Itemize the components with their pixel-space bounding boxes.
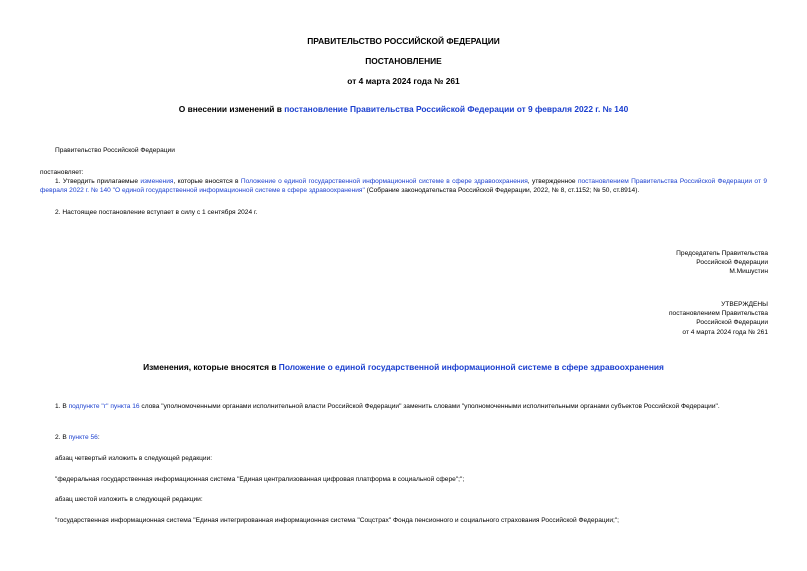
item-1-text-a: 1. Утвердить прилагаемые — [55, 178, 141, 185]
approval-block — [669, 300, 768, 337]
decrees-line: постановляет: — [40, 169, 84, 176]
approved-date: от 4 марта 2024 года № 261 — [682, 328, 768, 336]
changes-link[interactable]: изменения — [140, 178, 174, 185]
signature-position: Председатель Правительства — [676, 250, 768, 257]
subparagraph-link[interactable]: подпункте "г" пункта 16 — [68, 403, 140, 410]
regulation-link[interactable]: Положение о единой государственной информационной системе в сфере здравоохранения — [240, 178, 528, 185]
change-1-paragraph — [40, 402, 767, 411]
change-1-text-b: слова "уполномоченными органами исполнительной власти Российской Федерации" заменить словами "уполномоченными исполнительными органами субъектов Российской Федерации". — [139, 403, 720, 410]
change-2-text-b: : — [97, 434, 100, 441]
signature-organization: Российской Федерации — [696, 259, 768, 267]
approved-organization: Российской Федерации — [696, 319, 768, 327]
item-1-paragraph — [40, 177, 767, 195]
change-3-paragraph: абзац четвертый изложить в следующей редакции: — [55, 455, 213, 462]
changes-title — [0, 362, 807, 372]
changes-title-prefix: Изменения, которые вносятся в — [143, 362, 279, 372]
change-6-paragraph: "государственная информационная система "Единая интегрированная информационная система "Соцстрах" Фонда пенсионного и социального страхования Российской Федерации;"; — [55, 517, 620, 524]
document-title — [0, 104, 807, 114]
signature-name: М.Мишустин — [729, 268, 768, 276]
change-1-text-a: 1. В — [55, 403, 69, 410]
change-2-text-a: 2. В — [55, 434, 69, 441]
doc-date-number: от 4 марта 2024 года № 261 — [347, 76, 460, 86]
change-4-paragraph: "федеральная государственная информационная система "Единая централизованная цифровая платформа в социальной сфере";"; — [55, 476, 465, 483]
government-line: Правительство Российской Федерации — [55, 147, 175, 154]
item-2-paragraph: 2. Настоящее постановление вступает в силу с 1 сентября 2024 г. — [55, 209, 258, 216]
approved-label: УТВЕРЖДЕНЫ — [721, 301, 768, 308]
change-5-paragraph: абзац шестой изложить в следующей редакции: — [55, 496, 203, 503]
government-heading: ПРАВИТЕЛЬСТВО РОССИЙСКОЙ ФЕДЕРАЦИИ — [307, 36, 500, 46]
title-prefix: О внесении изменений в — [178, 104, 285, 114]
doc-type-heading: ПОСТАНОВЛЕНИЕ — [365, 56, 442, 66]
resolution-140-link[interactable]: постановлением Правительства Российской Федерации от 9 февраля 2022 г. № 140 "О единой государственной информационной системе в сфере здравоохранения" — [40, 178, 767, 195]
item-1-text-b: , которые вносятся в — [173, 178, 241, 185]
title-link[interactable]: постановление Правительства Российской Федерации от 9 февраля 2022 г. № 140 — [284, 104, 629, 114]
changes-title-link[interactable]: Положение о единой государственной информационной системе в сфере здравоохранения — [278, 362, 664, 372]
item-1-text-d: (Собрание законодательства Российской Федерации, 2022, № 8, ст.1152; № 50, ст.8914). — [364, 187, 640, 195]
paragraph-56-link[interactable]: пункте 56 — [68, 434, 98, 441]
change-2-paragraph — [55, 433, 100, 442]
signature-block — [676, 249, 768, 277]
approved-by: постановлением Правительства — [668, 310, 768, 318]
item-1-text-c: , утвержденное — [527, 178, 578, 185]
